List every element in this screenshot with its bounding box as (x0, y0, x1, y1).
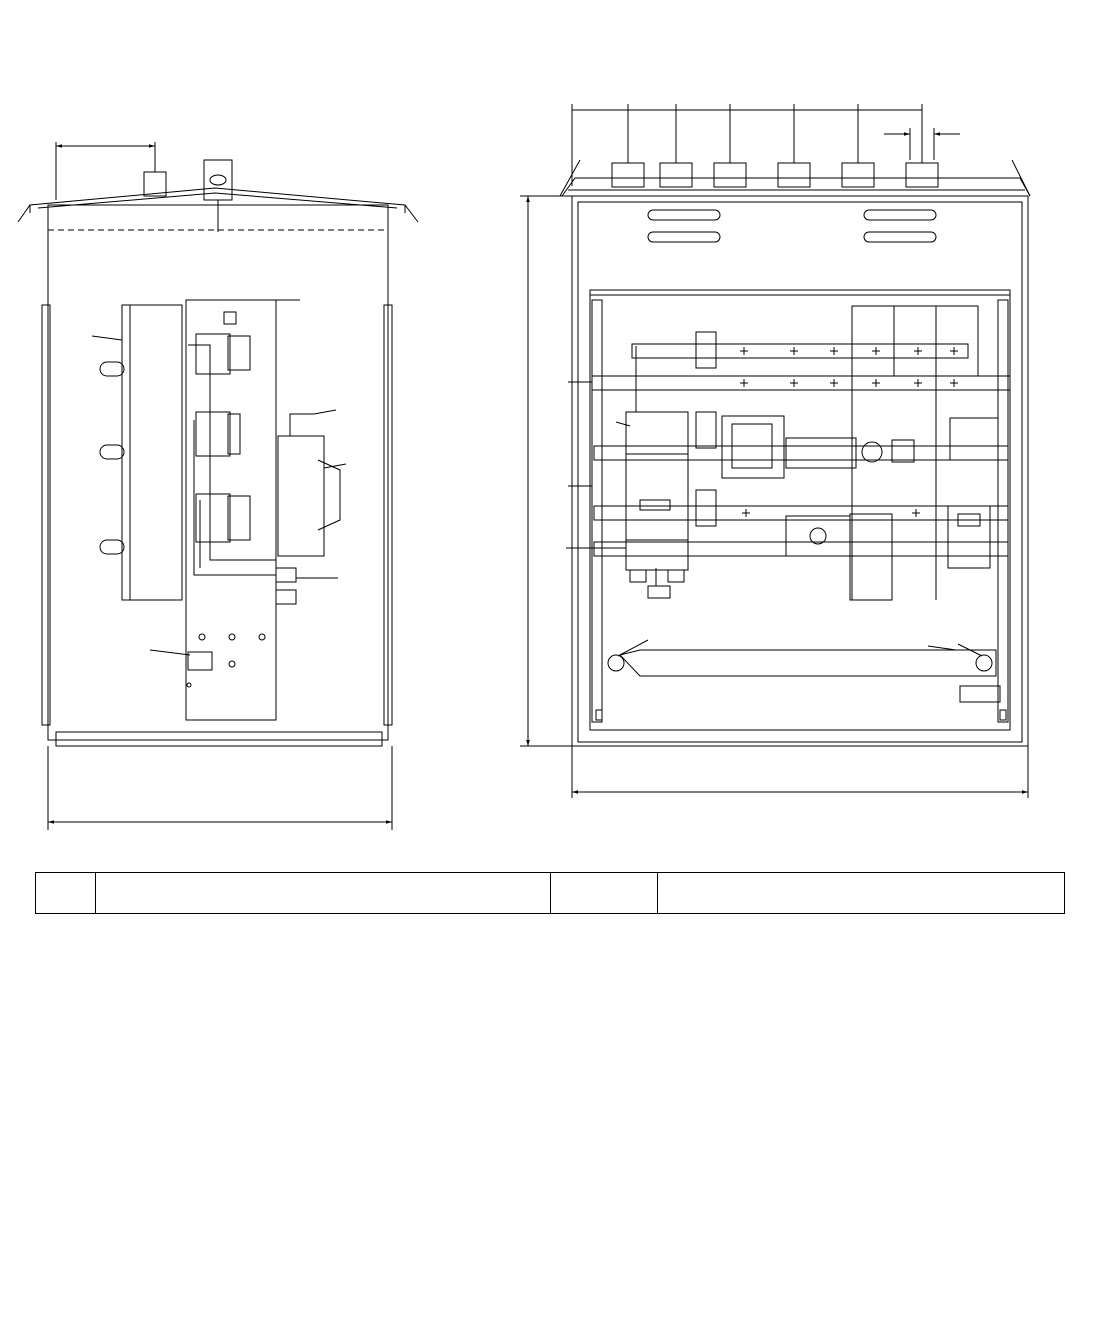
header-popis (96, 873, 551, 914)
header-c-poz (551, 873, 657, 914)
header-poz (36, 873, 96, 914)
inside-view (520, 104, 1030, 798)
parts-header-row (36, 873, 1065, 914)
parts-table (35, 872, 1065, 914)
vent-caps (612, 163, 938, 187)
side-view (18, 142, 418, 830)
parts-list (35, 872, 1065, 914)
header-popis-2 (657, 873, 1064, 914)
